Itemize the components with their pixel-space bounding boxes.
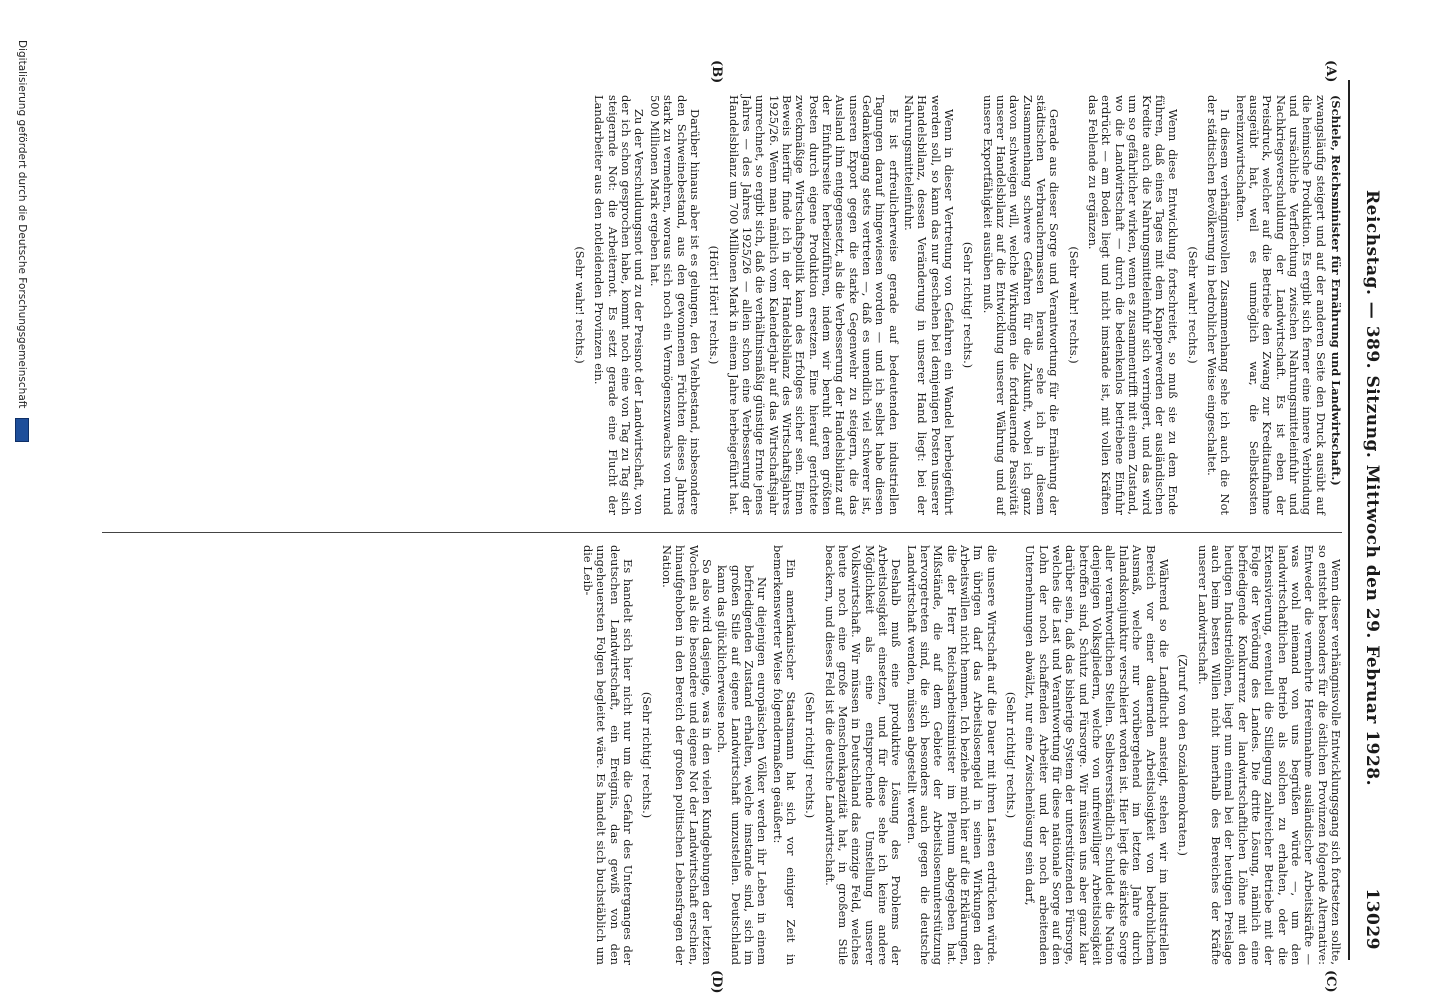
- paragraph: die unsere Wirtschaft auf die Dauer mit ihren Lasten erdrücken würde. Im übrigen darf das Arbeitslosengeld in seinen Wirkungen den Arbeitswillen nicht hemmen. Ich beziehe mich hier auf die Erklärungen, die der Herr Reichsarbeitsminister im Plenum abgegeben hat. Mißstände, die auf dem Gebiete der Arbeitslosenunterstützung hervorgetreten sind, die sich besonders auch gegen die deutsche Landwirtschaft wenden, müssen abgestellt werden.: [904, 545, 999, 965]
- funding-note: Digitalisierung gefördert durch die Deutsche Forschungsgemeinschaft: [16, 40, 28, 409]
- page-number: 13029: [1362, 888, 1382, 950]
- interjection: (Sehr wahr! rechts.): [573, 246, 588, 364]
- paragraph: Wenn diese Entwicklung fortschreitet, so muß sie zu dem Ende führen, daß eines Tages mit dem Knapperwerden der ausländischen Kredite auch die Nahrungsmitteleinfuhr sich verringert, und das wird um so gefährlicher wirken, wenn es zusammentrifft mit einem Zustand, wo die Landwirtschaft — durch die bedenkenlos betriebene Einfuhr erdrückt — am Boden liegt und nicht imstande ist, mit vollen Kräften das Fehlende zu ergänzen.: [1086, 95, 1181, 515]
- paragraph: Gerade aus dieser Sorge und Verantwortung für die Ernährung der städtischen Verbrauchermassen heraus sehe ich in diesem Zusammenhang schwere Gefahren für die Zukunft, wobei ich ganz davon schweigen will, welche Wirkungen die fortdauernde Passivität unserer Handelsbilanz auf die Entwicklung unserer Währung und auf unsere Exportfähigkeit ausüben muß.: [980, 95, 1062, 515]
- speaker-label: (Schiele, Reichsminister für Ernährung und Landwirtschaft.): [1329, 95, 1343, 486]
- interjection: (Hört! Hört! rechts.): [707, 245, 722, 365]
- margin-marker-a: (A): [1323, 60, 1338, 83]
- paragraph: Zu der Verschuldungsnot und zu der Preisnot der Landwirtschaft, von der ich schon gesprochen habe, kommt noch eine von Tag zu Tag sich steigernde Not: die Arbeiternot. Es setzt gerade eine Flucht der Landarbeiter aus den notleidenden Provinzen ein.: [592, 95, 647, 515]
- right-column: [92, 545, 1342, 965]
- interjection: (Sehr wahr! rechts.): [1185, 246, 1200, 364]
- paragraph: Es ist erfreulicherweise gerade auf bedeutenden industriellen Tagungen darauf hingewiesen worden — und ich selbst habe diesen Gedankengang stets vertreten —, daß es unendlich viel schwerer ist, unseren Export gegen die starke Gegenwehr zu steigern, die das Ausland ihm entgegensetzt, als die Verbesserung der Handelsbilanz auf der Einfuhrseite herbeizuführen, indem wir beruht deren größten Posten durch eigene Produktion ersetzen. Eine hierauf gerichtete zweckmäßige Wirtschaftspolitik kann des Erfolges sicher sein. Einen Beweis hierfür finde ich in der Handelsbilanz des Wirtschaftsjahres 1925/26. Wenn man nämlich vom Kalenderjahr auf das Wirtschaftsjahr umrechnet, so ergibt sich, daß die verhältnismäßig günstige Ernte jenes Jahres — des Jahres 1925/26 — allein schon eine Verbesserung der Handelsbilanz um 700 Millionen Mark in einem Jahre herbeigeführt hat.: [726, 95, 901, 515]
- paragraph: Wenn in dieser Vertretung von Gefahren ein Wandel herbeigeführt werden soll, so kann das nur geschehen bei demjenigen Posten unserer Handelsbilanz, dessen Veränderung in unserer Hand liegt: bei der Nahrungsmitteleinfuhr.: [902, 95, 957, 515]
- dfg-logo-icon: [15, 418, 29, 442]
- page-header: [1352, 80, 1382, 960]
- column-divider: [102, 532, 1342, 533]
- interjection: (Zuruf von den Sozialdemokraten.): [1176, 654, 1191, 856]
- left-column: [92, 95, 1342, 515]
- interjection: (Sehr wahr! rechts.): [1066, 246, 1081, 364]
- paragraph: In diesem verhängnisvollen Zusammenhang sehe ich auch die Not der städtischen Bevölkerung in bedrohlicher Weise eingeschaltet.: [1204, 95, 1233, 515]
- interjection: (Sehr richtig! rechts.): [640, 691, 655, 819]
- interjection: (Sehr richtig! rechts.): [803, 691, 818, 819]
- paragraph: Es handelt sich hier nicht nur um die Gefahr des Unterganges der deutschen Landwirtschaft, ein Ereignis, das gewiß von den ungeheuersten Folgen begleitet wäre. Es handelt sich buchstäblich um die Leib-: [581, 545, 636, 965]
- paragraph: Ein amerikanischer Staatsmann hat sich vor einiger Zeit in bemerkenswerter Weise folgendermaßen geäußert:: [770, 545, 798, 965]
- paragraph: Wenn dieser verhängnisvolle Entwicklungsgang sich fortsetzen sollte, so entsteht besonders für die östlichen Provinzen folgende Alternative: Entweder die vermehrte Hereinnahme ausländischer Arbeitskräfte — was wohl niemand von uns begrüßen würde —, um den landwirtschaftlichen Betrieb als solchen zu erhalten, oder die Extensivierung, eventuell die Stillegung zahlreicher Betriebe mit der Folge der Verödung des Landes. Die dritte Lösung, nämlich eine befriedigende Konkurrenz der landwirtschaftlichen Löhne mit den heutigen Industrielöhnen, liegt nun einmal bei der heutigen Preislage auch beim besten Willen nicht innerhalb des Bereiches der Kräfte unserer Landwirtschaft.: [1195, 545, 1343, 965]
- interjection: (Sehr richtig! rechts.): [961, 241, 976, 369]
- margin-marker-b: (B): [709, 60, 724, 84]
- paragraph: So also wird dasjenige, was in den vielen Kundgebungen der letzten Wochen als die besondere und eigene Not der Landwirtschaft erschien, hinaufgehoben in den Bereich der großen politischen Lebensfragen der Nation.: [659, 545, 714, 965]
- margin-marker-c: (C): [1323, 970, 1338, 993]
- page-footer: [7, 40, 29, 960]
- header-rule: [1348, 80, 1350, 960]
- paragraph: Während so die Landflucht ansteigt, stehen wir im industriellen Bereich vor einer dauernden Arbeitslosigkeit von bedrohlichem Ausmaß, welche nur vorübergehend im letzten Jahre durch Inlandskonjunktur verschleiert worden ist. Hier liegt die stärkste Sorge aller verantwortlichen Stellen. Selbstverständlich schuldet die Nation denjenigen Volksgliedern, welche von unfreiwilliger Arbeitslosigkeit betroffen sind, Schutz und Fürsorge. Wir müssen uns aber ganz klar darüber sein, daß das bisherige System der unterstützenden Fürsorge, welches die Last und Verantwortung für diese nationale Sorge auf den Lohn der noch schaffenden Arbeiter und der noch arbeitenden Unternehmungen abwälzt, nur eine Zwischenlösung sein darf,: [1023, 545, 1171, 965]
- paragraph: Darüber hinaus aber ist es gelungen, den Viehbestand, insbesondere den Schweinebestand, aus den gewonnenen Früchten dieses Jahres stark zu vermehren, woraus sich noch ein Vermögenszuwachs von rund 500 Millionen Mark ergeben hat.: [647, 95, 702, 515]
- interjection: (Sehr richtig! rechts.): [1004, 691, 1019, 819]
- margin-marker-d: (D): [709, 970, 724, 994]
- paragraph: zwangsläufig steigert und auf der anderen Seite den Druck ausübt auf die heimische Produktion. Es ergibt sich ferner eine innere Verbindung und ursächliche Verflechtung zwischen Nahrungsmitteleinfuhr und Nachkriegsverschuldung der Landwirtschaft. Es ist eben der Preisdruck, welcher auf die Betriebe den Zwang zur Kreditaufnahme ausgeübt hat, weil es unmöglich war, die Selbstkosten hereinzuwirtschaften.: [1233, 95, 1328, 515]
- quotation: Nur diejenigen europäischen Völker werden ihr Leben in einem befriedigenden Zustand erhalten, welche imstande sind, sich im großen Stile auf eigene Landwirtschaft umzustellen. Deutschland kann das glücklicherweise noch.: [715, 565, 770, 965]
- paragraph: Deshalb muß eine produktive Lösung des Problems der Arbeitslosigkeit einsetzen, und für diese sehe ich keine andere Möglichkeit als eine entsprechende Umstellung unserer Volkswirtschaft. Wir müssen in Deutschland das einzige Feld, welches heute noch eine große Menschenkapazität hat, in großem Stile beackern, und dieses Feld ist die deutsche Landwirtschaft.: [822, 545, 904, 965]
- header-title: Reichstag. — 389. Sitzung. Mittwoch den 29. Februar 1928.: [1362, 190, 1382, 787]
